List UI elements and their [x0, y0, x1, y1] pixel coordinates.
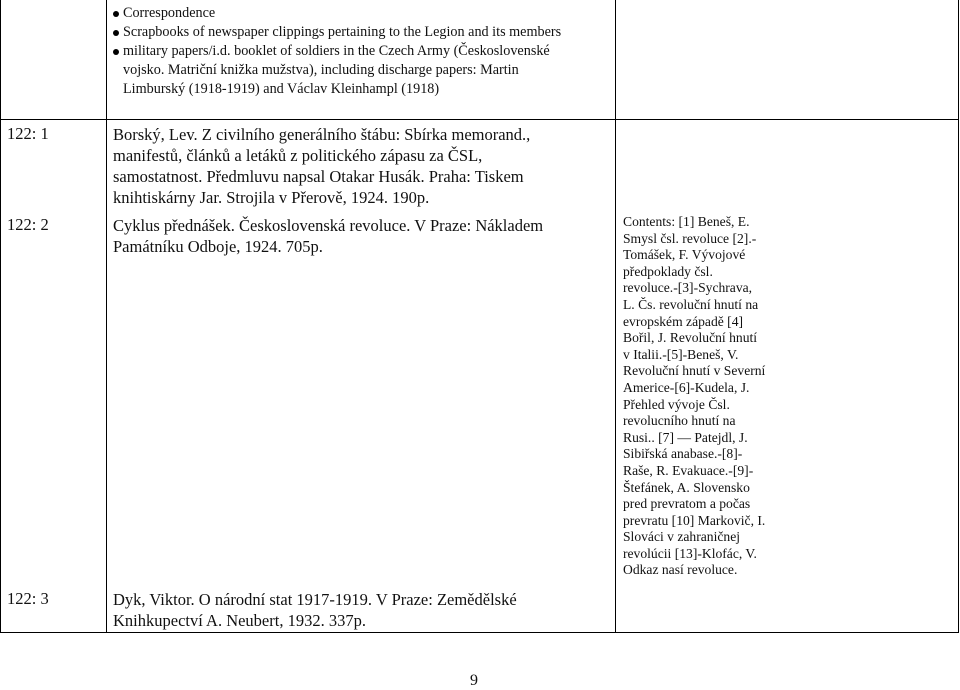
entry-contents-note	[623, 214, 953, 579]
content-bullet-list	[113, 4, 613, 99]
note-line: předpoklady čsl.	[623, 263, 713, 279]
note-line: pred prevratom a počas	[623, 496, 751, 512]
note-line: Raše, R. Evakuace.-[9]-	[623, 462, 754, 478]
note-line: Sibiřská anabase.-[8]-	[623, 446, 743, 462]
list-item-continuation: Limburský (1918-1919) and Václav Kleinhampl (1918)	[123, 81, 440, 97]
entry-id: 122: 1	[7, 124, 49, 143]
citation-line: Borský, Lev. Z civilního generálního štábu: Sbírka memorand.,	[113, 125, 531, 144]
note-line: revoluce.-[3]-Sychrava,	[623, 280, 753, 296]
note-line: Smysl čsl. revoluce [2].-	[623, 230, 757, 246]
column-divider-1	[106, 0, 107, 633]
note-line: Tomášek, F. Vývojové	[623, 247, 746, 263]
note-line: Bořil, J. Revoluční hnutí	[623, 330, 758, 346]
citation-line: samostatnost. Předmluvu napsal Otakar Husák. Praha: Tiskem	[113, 167, 524, 186]
citation-line: Cyklus přednášek. Československá revoluce. V Praze: Nákladem	[113, 216, 544, 235]
note-line: revolúcii [13]-Klofác, V.	[623, 545, 757, 561]
column-divider-2	[615, 0, 616, 633]
note-line: Přehled vývoje Čsl.	[623, 396, 730, 412]
entry-citation	[113, 124, 613, 208]
citation-line: manifestů, článků a letáků z politického zápasu za ČSL,	[113, 146, 483, 165]
list-item-continuation: vojsko. Matriční knižka mužstva), including discharge papers: Martin	[123, 62, 519, 78]
entry-citation	[113, 589, 613, 631]
note-line: revolucního hnutí na	[623, 413, 736, 429]
list-item: Scrapbooks of newspaper clippings pertaining to the Legion and its members	[113, 23, 613, 42]
table-left-border	[0, 0, 1, 633]
note-line: Revoluční hnutí v Severní	[623, 363, 766, 379]
note-line: Slováci v zahraničnej	[623, 529, 741, 545]
citation-line: Památníku Odboje, 1924. 705p.	[113, 237, 323, 256]
citation-line: Knihkupectví A. Neubert, 1932. 337p.	[113, 611, 366, 630]
note-line: Rusi.. [7] — Patejdl, J.	[623, 429, 748, 445]
citation-line: Dyk, Viktor. O národní stat 1917-1919. V Praze: Zemědělské	[113, 590, 517, 609]
page-number: 9	[470, 672, 478, 689]
note-line: Contents: [1] Beneš, E.	[623, 214, 750, 229]
entry-id: 122: 2	[7, 215, 49, 234]
row-separator-1	[0, 119, 959, 120]
note-line: L. Čs. revoluční hnutí na	[623, 296, 759, 312]
note-line: prevratu [10] Markovič, I.	[623, 512, 766, 528]
note-line: evropském západě [4]	[623, 313, 744, 329]
entry-id: 122: 3	[7, 589, 49, 608]
list-item: military papers/i.d. booklet of soldiers in the Czech Army (Československé	[113, 42, 613, 61]
list-item: Correspondence	[113, 4, 613, 23]
note-line: v Italii.-[5]-Beneš, V.	[623, 346, 739, 362]
table-bottom-border	[0, 632, 959, 633]
citation-line: knihtiskárny Jar. Strojila v Přerově, 1924. 190p.	[113, 188, 430, 207]
entry-citation	[113, 215, 613, 257]
table-right-border	[958, 0, 959, 633]
note-line: Štefánek, A. Slovensko	[623, 479, 750, 495]
note-line: Americe-[6]-Kudela, J.	[623, 379, 750, 395]
note-line: Odkaz nasí revoluce.	[623, 562, 738, 578]
